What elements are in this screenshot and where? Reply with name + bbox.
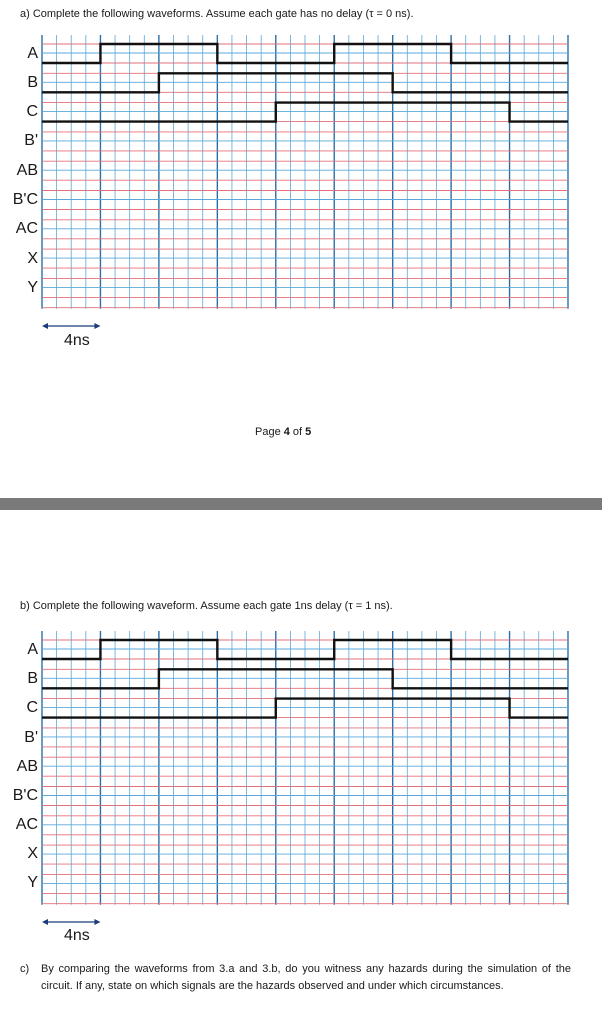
part-c-text: By comparing the waveforms from 3.a and 3.b, do you witness any hazards during the simulation of the circuit. If any, state on which signals are the hazards observed and under which circumstances. (41, 963, 571, 992)
signal-label-b-BprimeC: B'C (12, 787, 38, 804)
signal-label-a-AB: AB (16, 162, 38, 179)
signal-label-a-Y: Y (27, 279, 38, 296)
scale-arrow-head-left (42, 919, 48, 925)
part-a-question: a) Complete the following waveforms. Assume each gate has no delay (τ = 0 ns). (20, 8, 414, 20)
page-current: 4 (283, 426, 290, 438)
signal-label-b-C: C (26, 699, 38, 716)
signal-label-b-AB: AB (16, 758, 38, 775)
part-b-question: b) Complete the following waveform. Assume each gate 1ns delay (τ = 1 ns). (20, 600, 393, 612)
signal-label-a-Bprime: B' (24, 132, 38, 149)
part-c-marker: c) (20, 963, 30, 975)
signal-label-a-AC: AC (15, 220, 38, 237)
page-middle: of (289, 426, 306, 438)
page-prefix: Page (255, 426, 284, 438)
scale-arrow-head-right (94, 919, 100, 925)
signal-label-b-B: B (27, 670, 38, 687)
signal-label-b-Bprime: B' (24, 729, 38, 746)
signal-label-a-X: X (27, 250, 38, 267)
signal-label-a-B: B (27, 74, 38, 91)
scale-label-b: 4ns (64, 927, 90, 944)
signal-label-a-BprimeC: B'C (12, 191, 38, 208)
signal-label-a-C: C (26, 103, 38, 120)
page-total: 5 (305, 426, 312, 438)
signal-label-b-AC: AC (15, 816, 38, 833)
grid-lines (42, 631, 568, 905)
signal-label-b-Y: Y (27, 874, 38, 891)
signal-label-a-A: A (27, 45, 38, 62)
signal-label-b-X: X (27, 845, 38, 862)
scale-label-a: 4ns (64, 332, 90, 349)
signal-label-b-A: A (27, 641, 38, 658)
